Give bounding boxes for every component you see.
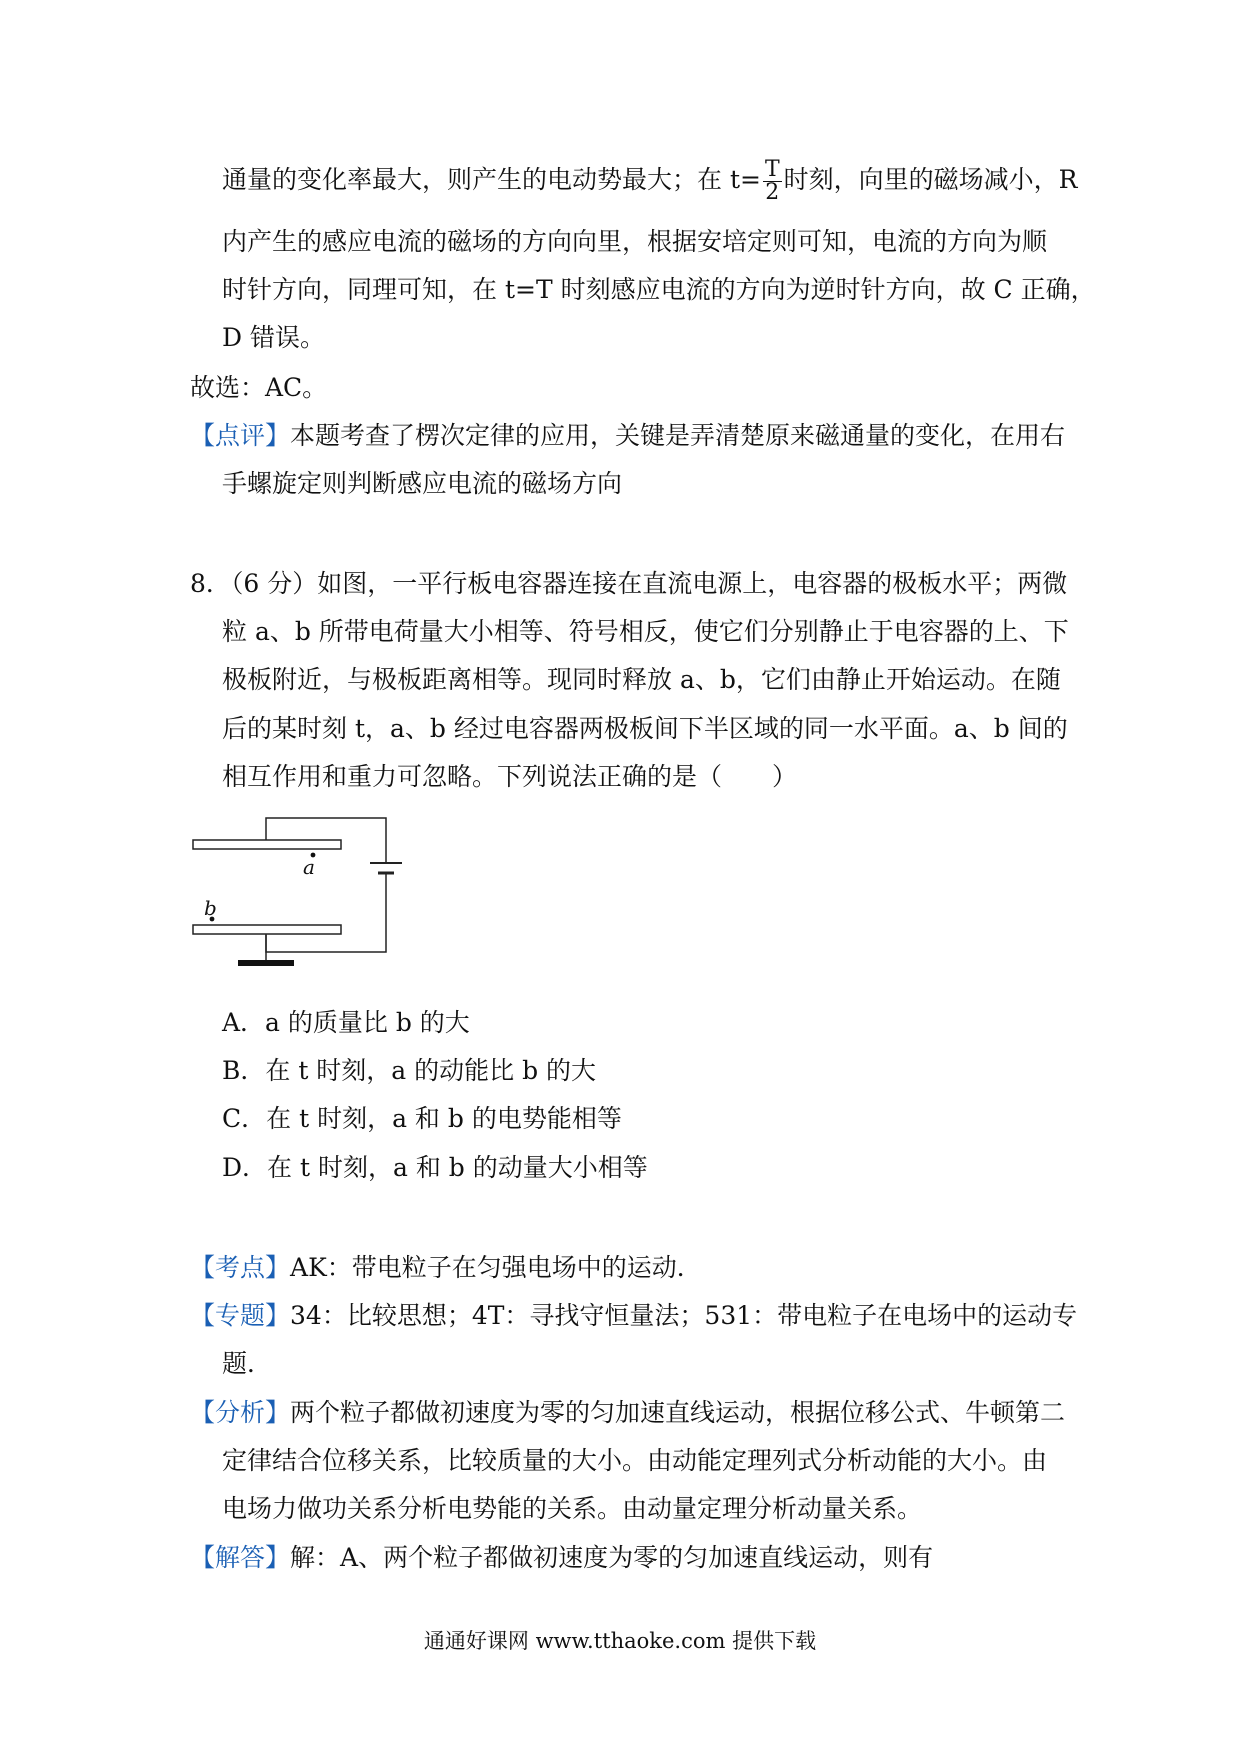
kaodian-line: 【考点】AK：带电粒子在匀强电场中的运动． bbox=[190, 1253, 702, 1282]
fraction-t-over-2: $\frac{T}{2}$ bbox=[764, 157, 780, 205]
lower-wire bbox=[266, 873, 386, 952]
option-d: D．在 t 时刻，a 和 b 的动量大小相等 bbox=[222, 1153, 648, 1182]
zhuanti-line-2: 题． bbox=[222, 1349, 273, 1378]
particle-a-label: a bbox=[303, 855, 315, 879]
analysis-line-1: 通量的变化率最大，则产生的电动势最大；在 t= $\frac{T}{2}$ 时刻，向里的磁场减小，R bbox=[222, 157, 1078, 205]
capacitor-diagram bbox=[190, 815, 410, 975]
fenxi-line-3: 电场力做功关系分析电势能的关系。由动量定理分析动量关系。 bbox=[222, 1494, 923, 1523]
fenxi-tag: 【分析】 bbox=[190, 1398, 291, 1427]
zhuanti-tag: 【专题】 bbox=[190, 1301, 291, 1330]
analysis-line-3: 时针方向，同理可知，在 t=T 时刻感应电流的方向为逆时针方向，故 C 正确， bbox=[222, 275, 1096, 304]
jieda-tag: 【解答】 bbox=[190, 1543, 291, 1572]
ground-symbol bbox=[238, 960, 294, 966]
question-line-5: 相互作用和重力可忽略。下列说法正确的是（ ） bbox=[222, 762, 798, 791]
page-footer: 通通好课网 www.tthaoke.com 提供下载 bbox=[423, 1629, 817, 1653]
option-c: C．在 t 时刻，a 和 b 的电势能相等 bbox=[222, 1104, 622, 1133]
fenxi-line-2: 定律结合位移关系，比较质量的大小。由动能定理列式分析动能的大小。由 bbox=[222, 1446, 1048, 1475]
review-tag: 【点评】 bbox=[190, 421, 291, 450]
review-line-1: 【点评】本题考查了楞次定律的应用，关键是弄清楚原来磁通量的变化，在用右 bbox=[190, 421, 1066, 450]
fenxi-line-1: 【分析】两个粒子都做初速度为零的匀加速直线运动，根据位移公式、牛顿第二 bbox=[190, 1398, 1066, 1427]
kaodian-tag: 【考点】 bbox=[190, 1253, 291, 1282]
analysis-line-2: 内产生的感应电流的磁场的方向向里，根据安培定则可知，电流的方向为顺 bbox=[222, 227, 1048, 256]
jieda-line-1: 【解答】解：A、两个粒子都做初速度为零的匀加速直线运动，则有 bbox=[190, 1543, 934, 1572]
analysis-line-4: D 错误。 bbox=[222, 323, 325, 352]
question-line-2: 粒 a、b 所带电荷量大小相等、符号相反，使它们分别静止于电容器的上、下 bbox=[222, 617, 1069, 646]
review-line-2: 手螺旋定则判断感应电流的磁场方向 bbox=[222, 469, 623, 498]
zhuanti-line-1: 【专题】34：比较思想；4T：寻找守恒量法；531：带电粒子在电场中的运动专 bbox=[190, 1301, 1078, 1330]
question-line-3: 极板附近，与极板距离相等。现同时释放 a、b，它们由静止开始运动。在随 bbox=[222, 665, 1061, 694]
particle-b-label: b bbox=[204, 896, 217, 920]
option-b: B．在 t 时刻，a 的动能比 b 的大 bbox=[222, 1056, 597, 1085]
question-line-4: 后的某时刻 t，a、b 经过电容器两极板间下半区域的同一水平面。a、b 间的 bbox=[222, 714, 1068, 743]
upper-plate bbox=[193, 840, 341, 849]
lower-plate bbox=[193, 925, 341, 934]
option-a: A．a 的质量比 b 的大 bbox=[222, 1008, 470, 1037]
answer-line: 故选：AC。 bbox=[190, 373, 328, 402]
question-line-1: 8．（6 分）如图，一平行板电容器连接在直流电源上，电容器的极板水平；两微 bbox=[190, 569, 1068, 598]
